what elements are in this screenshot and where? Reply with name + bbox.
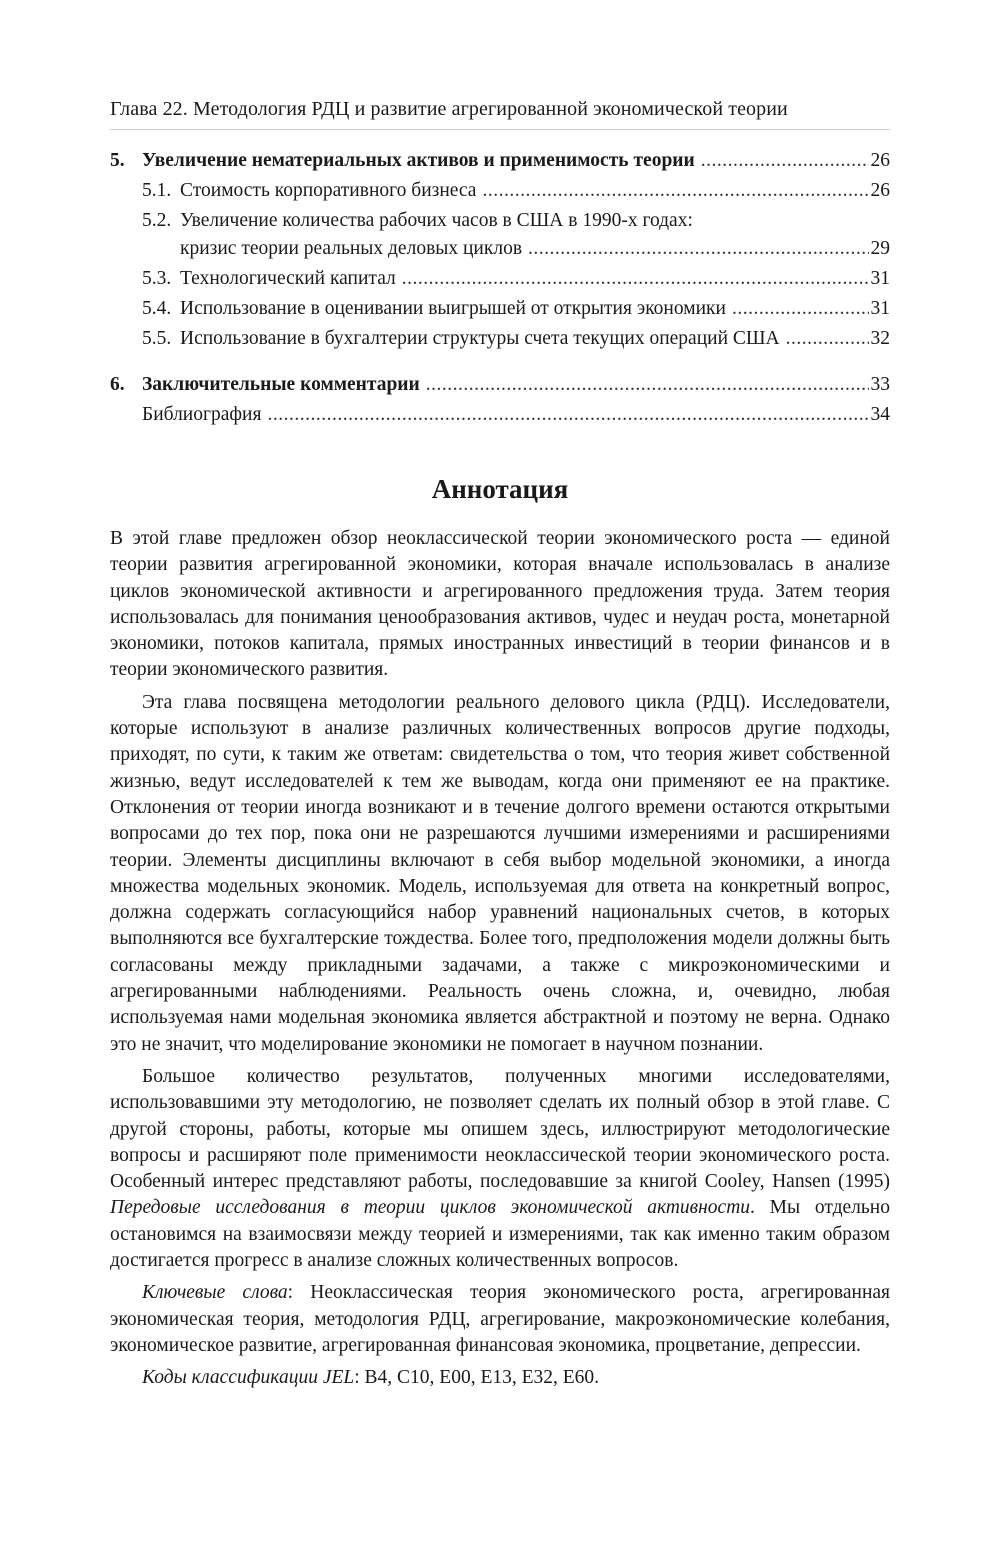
toc-leader [482, 180, 868, 202]
toc-entry-5-1[interactable] [110, 180, 890, 210]
toc-title: Стоимость корпоративного бизнеса [180, 180, 477, 201]
paragraph-text: Большое количество результатов, полученных многими исследователями, использовавшими эту методологию, не позволяет сделать их полный обзор в этой главе. С другой стороны, работы, которые мы опишем здесь, иллюстрируют методологические вопросы и расширяют поле применимости неоклассической теории экономического роста. Особенный интерес представляют работы, последовавшие за книгой Cooley, Hansen (1995) [110, 1065, 890, 1193]
toc-entry-5-4[interactable] [110, 298, 890, 328]
jel-codes: : B4, C10, E00, E13, E32, E60. [354, 1367, 600, 1389]
keywords-text: : Неоклассическая теория экономического роста, агрегированная экономическая теория, методология РДЦ, агрегирование, макроэкономические колебания, экономическое развитие, агрегированная финансовая экономика, процветание, депрессии. [110, 1282, 890, 1356]
toc-page-number: 26 [870, 180, 890, 201]
toc-number: 6. [110, 374, 125, 395]
keywords-paragraph [110, 1280, 890, 1359]
abstract-paragraph-2: Эта глава посвящена методологии реального делового цикла (РДЦ). Исследователи, которые используют в анализе различных количественных вопросов другие подходы, приходят, по сути, к таким же ответам: свидетельства о том, что теория живет собственной жизнью, ведут исследователей к тем же выводам, когда они применяют ее на практике. Отклонения от теории иногда возникают и в течение долгого времени остаются открытыми вопросами до тех пор, пока они не разрешаются лучшими измерениями и расширениями теории. Элементы дисциплины включают в себя выбор модельной экономики, а иногда множества модельных экономик. Модель, используемая для ответа на конкретный вопрос, должна содержать согласующийся набор уравнений национальных счетов, в которых выполняются все бухгалтерские тождества. Более того, предположения модели должны быть согласованы между прикладными задачами, а также с микроэкономическими и агрегированными наблюдениями. Реальность очень сложна, и, очевидно, любая используемая нами модельная экономика является абстрактной и поэтому не верна. Однако это не значит, что моделирование экономики не помогает в научном познании. [110, 691, 890, 1055]
toc-leader [267, 404, 868, 426]
toc-page-number: 26 [870, 150, 890, 171]
toc-page-number: 29 [870, 238, 890, 259]
running-header: Глава 22. Методология РДЦ и развитие агрегированной экономической теории [110, 98, 890, 130]
jel-codes-paragraph [110, 1365, 890, 1391]
toc-number: 5.2. [142, 210, 172, 231]
toc-page-number: 31 [870, 268, 890, 289]
toc-number: 5.4. [142, 298, 172, 319]
toc-title: Заключительные комментарии [142, 374, 420, 395]
table-of-contents [110, 150, 890, 434]
keywords-label: Ключевые слова [142, 1282, 288, 1304]
toc-title: Увеличение количества рабочих часов в США в 1990-х годах: [180, 210, 693, 231]
toc-title: Библиография [142, 404, 262, 425]
toc-title: Использование в бухгалтерии структуры счета текущих операций США [180, 328, 780, 349]
toc-page-number: 32 [870, 328, 890, 349]
toc-entry-5-5[interactable] [110, 328, 890, 358]
toc-number: 5. [110, 150, 125, 171]
toc-entry-5-2[interactable] [110, 210, 890, 238]
toc-title: кризис теории реальных деловых циклов [180, 238, 523, 259]
toc-leader [732, 298, 869, 320]
toc-entry-6[interactable] [110, 374, 890, 404]
toc-leader [426, 374, 869, 396]
abstract-body [110, 526, 890, 1392]
toc-title: Использование в оценивании выигрышей от открытия экономики [180, 298, 726, 319]
toc-entry-bibliography[interactable] [110, 404, 890, 434]
toc-page-number: 31 [870, 298, 890, 319]
toc-leader [701, 150, 869, 172]
toc-entry-5-2-continued[interactable] [110, 238, 890, 268]
toc-leader [786, 328, 869, 350]
toc-title: Технологический капитал [180, 268, 396, 289]
paragraph-text: . Мы отдельно остановимся на взаимосвязи между теорией и измерениями, так как именно таким образом достигается прогресс в анализе сложных количественных вопросов. [110, 1197, 890, 1272]
abstract-heading: Аннотация [431, 474, 569, 504]
cited-book-title: Передовые исследования в теории циклов экономической активности [110, 1197, 751, 1219]
toc-page-number: 34 [870, 404, 890, 425]
toc-leader [402, 268, 869, 290]
abstract-paragraph-3 [110, 1064, 890, 1274]
toc-number: 5.1. [142, 180, 172, 201]
abstract-paragraph-1: В этой главе предложен обзор неоклассической теории экономического роста — единой теории развития агрегированной экономики, которая вначале использовалась в анализе циклов экономической активности и агрегированного предложения труда. Затем теория использовалась для понимания ценообразования активов, чудес и неудач роста, монетарной экономики, потоков капитала, прямых иностранных инвестиций в теории финансов и в теории экономического развития. [110, 528, 890, 681]
toc-number: 5.3. [142, 268, 172, 289]
toc-number: 5.5. [142, 328, 172, 349]
toc-page-number: 33 [870, 374, 890, 395]
jel-label: Коды классификации JEL [142, 1367, 355, 1389]
toc-entry-5-3[interactable] [110, 268, 890, 298]
toc-leader [528, 238, 868, 260]
toc-entry-5[interactable] [110, 150, 890, 180]
toc-title: Увеличение нематериальных активов и применимость теории [142, 150, 695, 171]
